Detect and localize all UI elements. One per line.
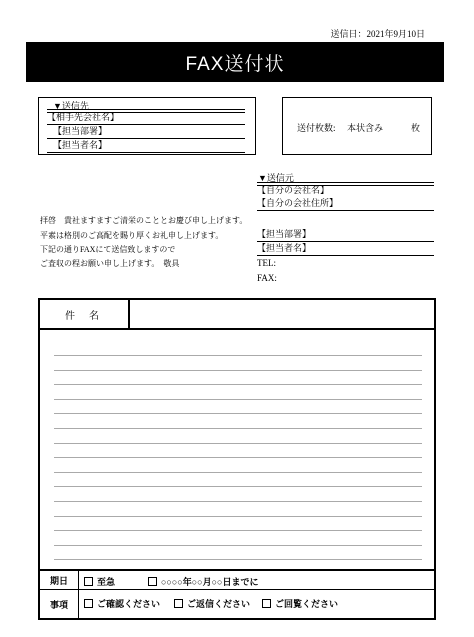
recipient-person: 【担当者名】 xyxy=(47,139,245,153)
writing-line xyxy=(54,516,422,517)
title-banner xyxy=(26,42,444,82)
checkbox-icon xyxy=(262,599,271,608)
deadline-option-label: ○○○○年○○月○○日までに xyxy=(161,577,259,587)
checkbox-icon xyxy=(84,599,93,608)
writing-line xyxy=(54,457,422,458)
checkbox-icon xyxy=(174,599,183,608)
page-count-value: 本状含み xyxy=(347,123,384,133)
recipient-company: 【相手先会社名】 xyxy=(47,111,245,125)
matter-label: 事項 xyxy=(40,590,79,618)
matter-option-confirm[interactable] xyxy=(84,597,160,610)
document-title: FAX送付状 xyxy=(185,53,285,75)
page-count-box xyxy=(282,97,432,155)
matter-option-label: ご回覧ください xyxy=(275,599,339,609)
message-frame xyxy=(38,298,436,620)
writing-line xyxy=(54,530,422,531)
writing-line xyxy=(54,443,422,444)
writing-line xyxy=(54,355,422,356)
deadline-option-label: 至急 xyxy=(97,577,116,587)
deadline-row xyxy=(40,569,434,590)
matter-row xyxy=(40,590,434,618)
deadline-option-urgent[interactable] xyxy=(84,575,115,588)
writing-line xyxy=(54,399,422,400)
checkbox-icon xyxy=(84,577,93,586)
writing-line xyxy=(54,384,422,385)
sender-department: 【担当部署】 xyxy=(257,228,434,242)
recipient-department: 【担当部署】 xyxy=(47,125,245,139)
writing-line xyxy=(54,413,422,414)
sender-company: 【自分の会社名】 xyxy=(257,185,330,195)
writing-line xyxy=(54,559,422,560)
sender-fax: FAX: xyxy=(257,273,277,283)
deadline-option-date[interactable] xyxy=(148,575,259,588)
subject-label: 件名 xyxy=(40,300,130,328)
greeting-line-4: ご査収の程お願い申し上げます。 敬具 xyxy=(40,259,180,268)
page-count-unit: 枚 xyxy=(411,123,421,133)
sender-address: 【自分の会社住所】 xyxy=(257,197,434,211)
writing-line xyxy=(54,545,422,546)
writing-line xyxy=(54,370,422,371)
greeting-line-3: 下記の通りFAXにて送信致しますので xyxy=(40,245,176,254)
writing-line xyxy=(54,486,422,487)
sender-heading: ▼送信元 xyxy=(258,173,294,183)
message-body[interactable] xyxy=(40,330,434,570)
send-date: 送信日：2021年9月10日 xyxy=(330,29,425,39)
writing-line xyxy=(54,472,422,473)
matter-option-reply[interactable] xyxy=(174,597,250,610)
recipient-box xyxy=(38,97,256,155)
deadline-label: 期日 xyxy=(40,571,79,589)
greeting-line-1: 拝啓 貴社ますますご清栄のこととお慶び申し上げます。 xyxy=(40,216,248,225)
matter-option-label: ご返信ください xyxy=(187,599,251,609)
recipient-heading: ▼送信先 xyxy=(53,101,89,111)
page-count-label: 送付枚数: xyxy=(297,123,336,133)
greeting-line-2: 平素は格別のご高配を賜り厚くお礼申し上げます。 xyxy=(40,231,224,240)
sender-person: 【担当者名】 xyxy=(257,242,434,256)
writing-line xyxy=(54,428,422,429)
writing-line xyxy=(54,501,422,502)
matter-option-label: ご確認ください xyxy=(97,599,161,609)
sender-tel: TEL: xyxy=(257,258,276,268)
matter-option-circulate[interactable] xyxy=(262,597,338,610)
checkbox-icon xyxy=(148,577,157,586)
subject-row xyxy=(40,300,434,330)
